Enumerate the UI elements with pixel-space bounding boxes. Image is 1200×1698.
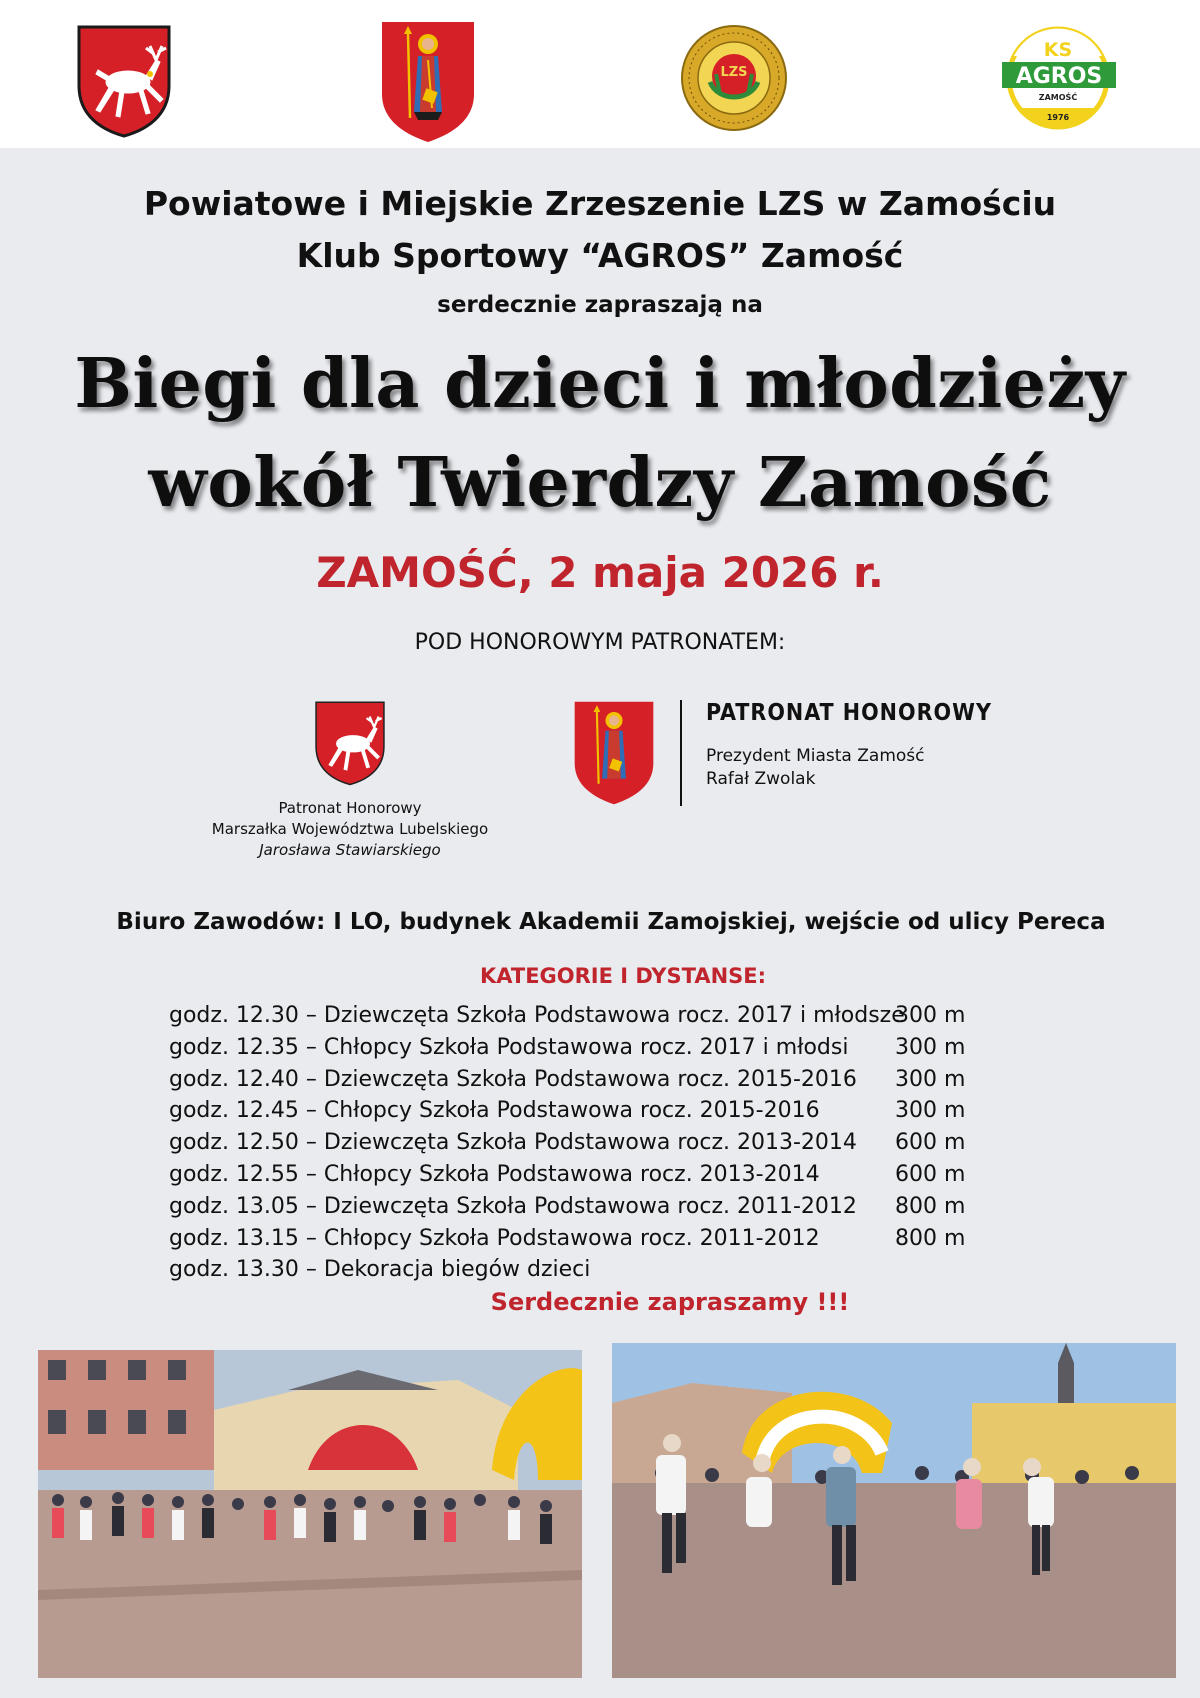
event-title-line-2: wokół Twierdzy Zamość bbox=[148, 443, 1052, 523]
race-office-info: Biuro Zawodów: I LO, budynek Akademii Zamojskiej, wejście od ulicy Pereca bbox=[116, 909, 1106, 935]
patronage-left-line-2: Marszałka Województwa Lubelskiego bbox=[211, 820, 489, 838]
event-date: ZAMOŚĆ, 2 maja 2026 r. bbox=[316, 548, 884, 597]
schedule-row bbox=[169, 1003, 966, 1035]
race-photo-1 bbox=[38, 1350, 582, 1678]
schedule-row bbox=[169, 1130, 966, 1162]
race-photo-2 bbox=[612, 1343, 1176, 1678]
patronage-right-line-2: Rafał Zwolak bbox=[706, 769, 816, 789]
schedule-list bbox=[169, 1003, 966, 1289]
zamosc-coat-of-arms-icon bbox=[380, 20, 476, 144]
zamosc-shield-icon bbox=[572, 700, 656, 810]
patronage-marshal bbox=[200, 700, 500, 861]
categories-heading: KATEGORIE I DYSTANSE: bbox=[479, 964, 767, 988]
agros-year-label: 1976 bbox=[1046, 113, 1070, 122]
schedule-row bbox=[169, 1034, 966, 1067]
schedule-row bbox=[169, 1193, 966, 1226]
organizer-line-1: Powiatowe i Miejskie Zrzeszenie LZS w Zamościu bbox=[143, 184, 1057, 223]
closing-invitation: Serdecznie zapraszamy !!! bbox=[490, 1288, 850, 1316]
schedule-row bbox=[169, 1066, 966, 1099]
schedule-row-distance: 300 m bbox=[895, 1066, 966, 1092]
logo-bar bbox=[0, 0, 1200, 148]
agros-ks-label: KS bbox=[1043, 39, 1073, 61]
schedule-row-distance: 300 m bbox=[895, 1034, 966, 1060]
schedule-row-text: godz. 13.05 – Dziewczęta Szkoła Podstawowa rocz. 2011-2012 bbox=[169, 1193, 857, 1219]
patronage-right-title: PATRONAT HONOROWY bbox=[706, 700, 992, 726]
schedule-row-distance: 300 m bbox=[895, 1098, 966, 1124]
lubelskie-shield-icon bbox=[313, 700, 387, 786]
agros-city-label: ZAMOŚĆ bbox=[1038, 93, 1078, 102]
lubelskie-coat-of-arms-icon bbox=[76, 24, 172, 138]
schedule-row bbox=[169, 1161, 966, 1194]
schedule-row-text: godz. 13.15 – Chłopcy Szkoła Podstawowa rocz. 2011-2012 bbox=[169, 1225, 820, 1251]
schedule-row bbox=[169, 1257, 905, 1289]
lzs-emblem-label: LZS bbox=[720, 65, 748, 80]
schedule-row-text: godz. 13.30 – Dekoracja biegów dzieci bbox=[169, 1257, 591, 1283]
schedule-row-text: godz. 12.35 – Chłopcy Szkoła Podstawowa rocz. 2017 i młodsi bbox=[169, 1034, 849, 1060]
schedule-row-text: godz. 12.40 – Dziewczęta Szkoła Podstawowa rocz. 2015-2016 bbox=[169, 1066, 857, 1092]
patronage-divider bbox=[680, 700, 682, 806]
patronage-left-line-3: Jarosława Stawiarskiego bbox=[259, 841, 441, 859]
schedule-row-text: godz. 12.50 – Dziewczęta Szkoła Podstawowa rocz. 2013-2014 bbox=[169, 1130, 857, 1156]
agros-name-label: AGROS bbox=[1015, 64, 1103, 89]
schedule-row-distance: 800 m bbox=[895, 1193, 966, 1219]
schedule-row-text: godz. 12.55 – Chłopcy Szkoła Podstawowa rocz. 2013-2014 bbox=[169, 1161, 820, 1187]
organizer-line-2: Klub Sportowy “AGROS” Zamość bbox=[296, 236, 904, 275]
event-title-line-1: Biegi dla dzieci i młodzieży bbox=[74, 344, 1126, 424]
invitation-text: serdecznie zapraszają na bbox=[437, 292, 763, 318]
schedule-row-distance: 300 m bbox=[895, 1003, 966, 1028]
schedule-row-distance: 600 m bbox=[895, 1161, 966, 1187]
patronage-heading: POD HONOROWYM PATRONATEM: bbox=[414, 630, 786, 655]
schedule-row-distance: 800 m bbox=[895, 1225, 966, 1251]
ks-agros-logo-icon bbox=[1002, 26, 1118, 130]
patronage-right-line-1: Prezydent Miasta Zamość bbox=[706, 746, 925, 766]
patronage-left-line-1: Patronat Honorowy bbox=[278, 799, 422, 817]
patronage-mayor bbox=[706, 700, 992, 789]
schedule-row-text: godz. 12.45 – Chłopcy Szkoła Podstawowa rocz. 2015-2016 bbox=[169, 1098, 820, 1124]
schedule-row-text: godz. 12.30 – Dziewczęta Szkoła Podstawowa rocz. 2017 i młodsze bbox=[169, 1003, 905, 1028]
schedule-row-distance: 600 m bbox=[895, 1130, 966, 1156]
schedule-row bbox=[169, 1098, 966, 1130]
schedule-row bbox=[169, 1225, 966, 1258]
lzs-emblem-icon bbox=[680, 24, 788, 132]
